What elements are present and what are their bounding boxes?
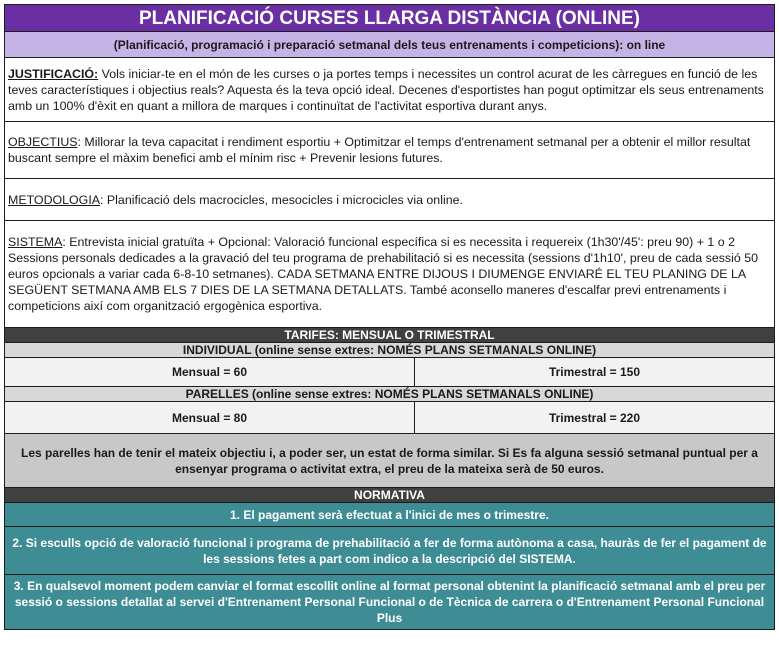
sistema-section	[4, 221, 775, 328]
tarifes-heading: TARIFES: MENSUAL O TRIMESTRAL	[4, 328, 775, 343]
metodologia-text-block	[8, 192, 463, 208]
justificacio-text-block	[8, 66, 771, 114]
normativa-heading: NORMATIVA	[4, 488, 775, 503]
sistema-label: SISTEMA	[8, 235, 63, 249]
sistema-text: : Entrevista inicial gratuïta + Opcional: Valoració funcional específica si es necessita i requereix (1h30'/45': preu 90) + 1 o 2 Sessions personals dedicades a la gravació del teu programa de prehabilitació si es necessita (sessions d'1h10', preu de cada sessió 50 euros opcionals a variar cada 6-8-10 setmanes). CADA SETMANA ENTRE DIJOUS I DIUMENGE ENVIARÉ EL TEU PLANING DE LA SEGÜENT SETMANA AMB ELS 7 DIES DE LA SETMANA DETALLATS. També aconsello maneres d'escalfar previ entrenaments i competicions així com organització ergogènica esportiva.	[8, 235, 758, 313]
parelles-trimestral-price: Trimestral = 220	[548, 410, 641, 425]
objectius-label: OBJECTIUS	[8, 135, 78, 149]
individual-trimestral-price: Trimestral = 150	[548, 365, 641, 379]
page-subtitle: (Planificació, programació i preparació setmanal dels teus entrenaments i competicions): on line	[4, 32, 775, 58]
objectius-section	[4, 122, 775, 179]
justificacio-text: Vols iniciar-te en el món de les curses o ja portes temps i necessites un control acurat de les càrregues en funció de les teves característiques i objectius reals? Aquesta és la teva opció ideal. Decenes d'esportistes han pogut optimitzar els seus entrenaments amb un 100% d'èxit en quant a millora de marques i continuïtat de l'activitat esportiva durant anys.	[8, 66, 764, 113]
normativa-item: 1. El pagament serà efectuat a l'inici de mes o trimestre.	[4, 503, 775, 527]
page-title: PLANIFICACIÓ CURSES LLARGA DISTÀNCIA (ONLINE)	[4, 4, 775, 32]
metodologia-section	[4, 179, 775, 221]
parelles-mensual-price: Mensual = 80	[5, 402, 415, 433]
parelles-note: Les parelles han de tenir el mateix objectiu i, a poder ser, un estat de forma similar. Si Es fa alguna sessió setmanal puntual per a ensenyar programa o activitat extra, el preu de la mateixa serà de 50 euros.	[4, 434, 775, 488]
normativa-item: 3. En qualsevol moment podem canviar el format escollit online al format personal obtenint la planificació setmanal amb el preu per sessió o sessions detallat al servei d'Entrenament Personal Funcional o de Tècnica de carrera o d'Entrenament Personal Funcional Plus	[4, 575, 775, 630]
normativa-item: 2. Si esculls opció de valoració funcional i programa de prehabilitació a fer de forma autònoma a casa, hauràs de fer el pagament de les sessions fetes a part com indico a la descripció del SISTEMA.	[4, 527, 775, 575]
individual-prices	[4, 358, 775, 387]
objectius-text-block	[8, 134, 771, 166]
individual-heading: INDIVIDUAL (online sense extres: NOMÉS PLANS SETMANALS ONLINE)	[4, 343, 775, 358]
parelles-prices	[4, 402, 775, 434]
metodologia-text: : Planificació dels macrocicles, mesocicles i microcicles via online.	[100, 192, 463, 207]
sistema-text-block	[8, 234, 771, 314]
metodologia-label: METODOLOGIA	[8, 192, 101, 207]
pricing-sheet	[4, 4, 775, 630]
objectius-text: : Millorar la teva capacitat i rendiment esportiu + Optimitzar el temps d'entrenament setmanal per a obtenir el millor resultat buscant sempre el màxim benefici amb el mínim risc + Prevenir lesions futures.	[8, 135, 751, 165]
individual-mensual-price: Mensual = 60	[5, 358, 415, 386]
justificacio-section	[4, 58, 775, 122]
justificacio-label: JUSTIFICACIÓ:	[8, 66, 99, 81]
parelles-heading: PARELLES (online sense extres: NOMÉS PLANS SETMANALS ONLINE)	[4, 387, 775, 402]
